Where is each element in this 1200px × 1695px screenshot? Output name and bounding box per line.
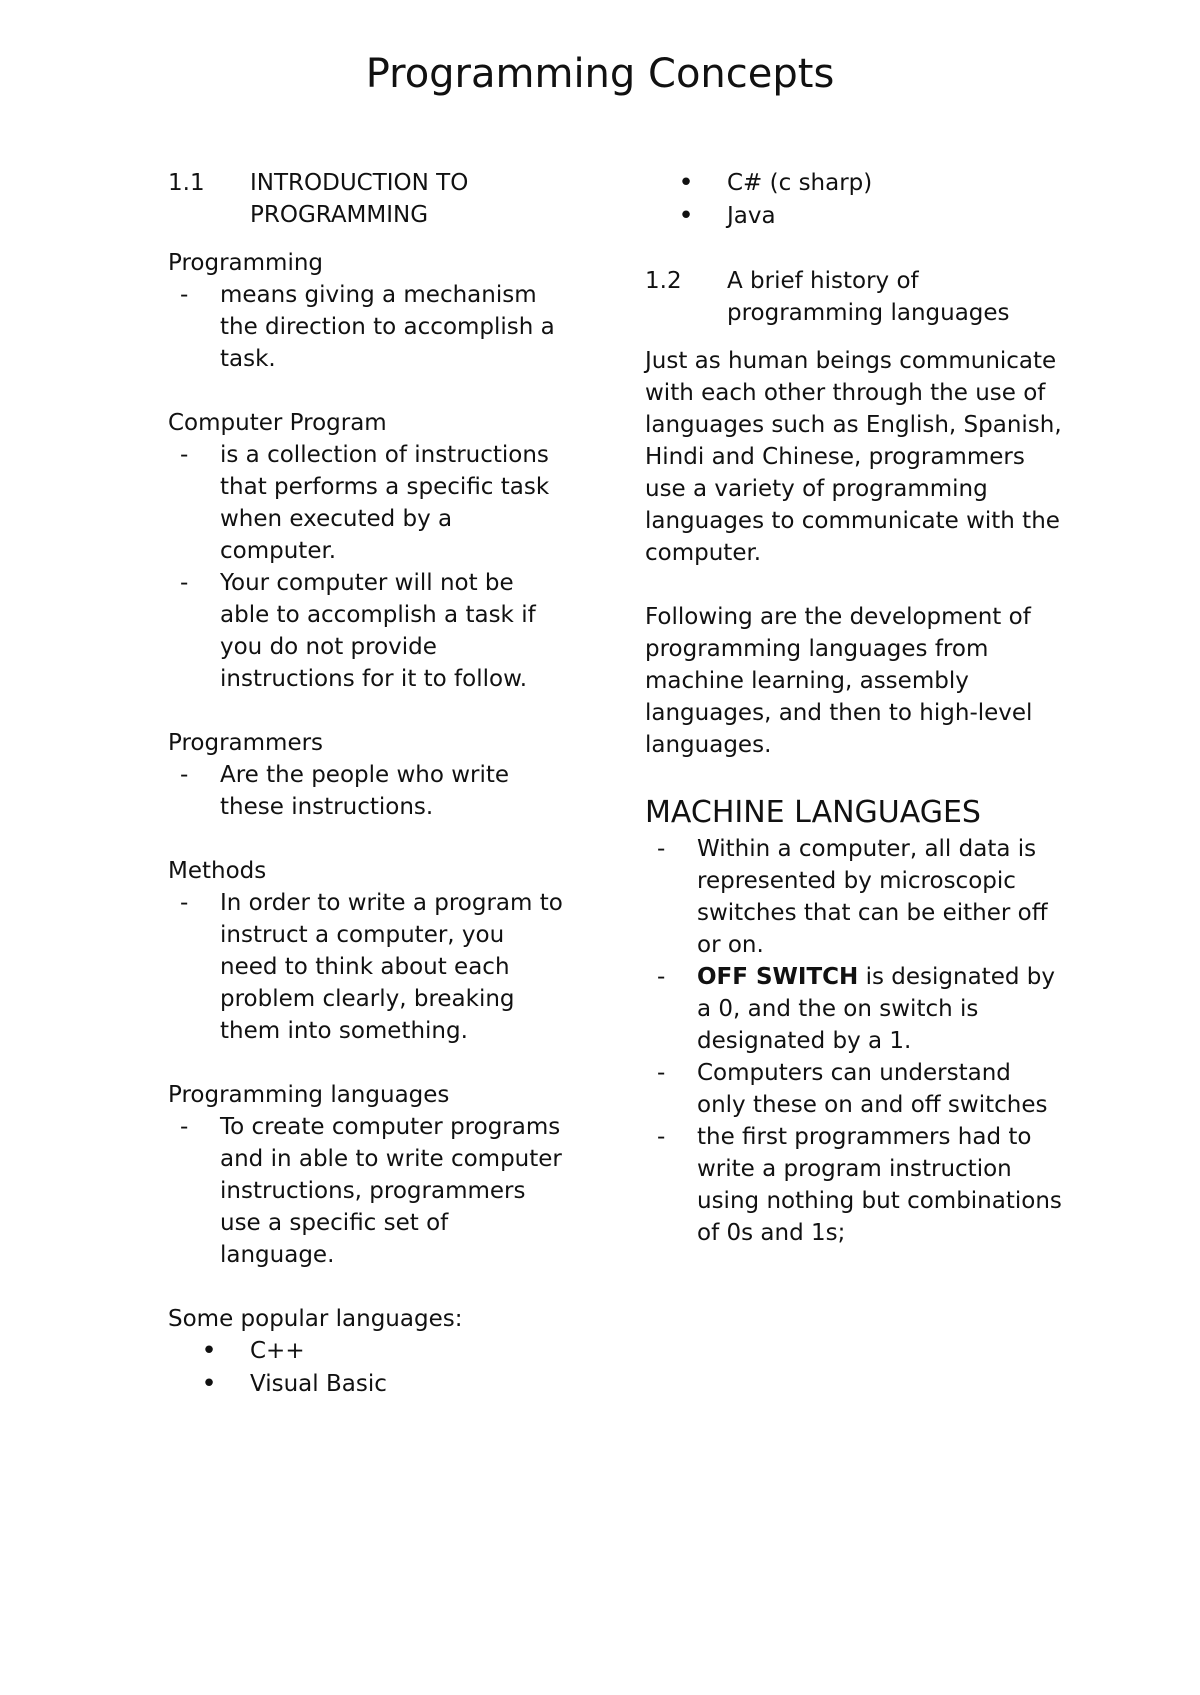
machine-languages-heading: MACHINE LANGUAGES	[645, 795, 981, 830]
list-item	[645, 1121, 1065, 1249]
dash-marker: -	[180, 762, 189, 788]
machine-languages-list	[645, 833, 1065, 1249]
bullet-dot-icon	[645, 167, 727, 200]
dash-marker: -	[180, 282, 189, 308]
computer-program-definition-list	[168, 439, 568, 695]
dash-marker: -	[657, 1124, 666, 1150]
list-item	[168, 1368, 568, 1401]
list-item-text: means giving a mechanism the direction to accomplish a task.	[220, 282, 555, 372]
list-item-text: Computers can understand only these on and off switches	[697, 1060, 1048, 1118]
dash-marker: -	[657, 1060, 666, 1086]
dash-marker: -	[657, 964, 666, 990]
list-item	[645, 833, 1065, 961]
list-item	[168, 759, 568, 823]
list-item-text: Your computer will not be able to accomplish a task if you do not provide instructions for it to follow.	[220, 570, 536, 692]
term-computer-program: Computer Program	[168, 410, 387, 436]
list-item	[168, 439, 568, 567]
bullet-dot-icon	[168, 1368, 250, 1401]
bullet-dot-icon	[168, 1335, 250, 1368]
dash-marker: -	[180, 570, 189, 596]
bold-term: OFF SWITCH	[697, 964, 859, 990]
list-item	[168, 1335, 568, 1368]
history-paragraph-2: Following are the development of programming languages from machine learning, assembly languages, and then to high-level languages.	[645, 604, 1033, 758]
term-programming-languages: Programming languages	[168, 1082, 450, 1108]
list-item-text	[697, 961, 1065, 1057]
dash-marker: -	[657, 836, 666, 862]
list-item-text: To create computer programs and in able to write computer instructions, programmers use a specific set of language.	[220, 1114, 562, 1268]
list-item-text: In order to write a program to instruct a computer, you need to think about each problem clearly, breaking them into something.	[220, 890, 563, 1044]
section-title: A brief history of programming languages	[727, 268, 1010, 326]
history-paragraph-1: Just as human beings communicate with each other through the use of languages such as English, Spanish, Hindi and Chinese, programmers use a variety of programming languages to communicate with the computer.	[645, 348, 1062, 566]
term-programmers: Programmers	[168, 730, 324, 756]
right-column	[645, 167, 1065, 1281]
document-title: Programming Concepts	[365, 51, 835, 97]
programmers-definition-list	[168, 759, 568, 823]
list-item-text: Visual Basic	[250, 1371, 387, 1397]
dash-marker: -	[180, 442, 189, 468]
list-item-text: Within a computer, all data is represented by microscopic switches that can be either off or on.	[697, 836, 1048, 958]
dash-marker: -	[180, 1114, 189, 1140]
term-popular-languages: Some popular languages:	[168, 1306, 463, 1332]
dash-marker: -	[180, 890, 189, 916]
list-item-text: C# (c sharp)	[727, 170, 873, 196]
section-heading-1-1	[168, 167, 568, 231]
popular-languages-list-continued	[645, 167, 1065, 233]
list-item	[645, 167, 1065, 200]
list-item	[168, 279, 568, 375]
list-item	[168, 1111, 568, 1271]
list-item-text: C++	[250, 1338, 305, 1364]
term-methods: Methods	[168, 858, 267, 884]
section-heading-1-2	[645, 265, 1065, 329]
list-item-text-rest: is designated by a 0, and the on switch is designated by a 1.	[697, 964, 1055, 1054]
methods-definition-list	[168, 887, 568, 1047]
list-item-text: is a collection of instructions that performs a specific task when executed by a computer.	[220, 442, 550, 564]
section-number: 1.2	[645, 268, 682, 294]
list-item	[168, 567, 568, 695]
list-item	[645, 1057, 1065, 1121]
list-item-text: the first programmers had to write a program instruction using nothing but combinations of 0s and 1s;	[697, 1124, 1062, 1246]
section-number: 1.1	[168, 170, 205, 196]
left-column	[168, 167, 568, 1401]
popular-languages-list	[168, 1335, 568, 1401]
list-item-text: Are the people who write these instructions.	[220, 762, 510, 820]
bullet-dot-icon	[645, 200, 727, 233]
term-programming: Programming	[168, 250, 324, 276]
section-title: INTRODUCTION TO PROGRAMMING	[250, 170, 469, 228]
list-item-text: Java	[727, 203, 776, 229]
list-item	[168, 887, 568, 1047]
list-item	[645, 200, 1065, 233]
programming-languages-definition-list	[168, 1111, 568, 1271]
programming-definition-list	[168, 279, 568, 375]
list-item	[645, 961, 1065, 1057]
